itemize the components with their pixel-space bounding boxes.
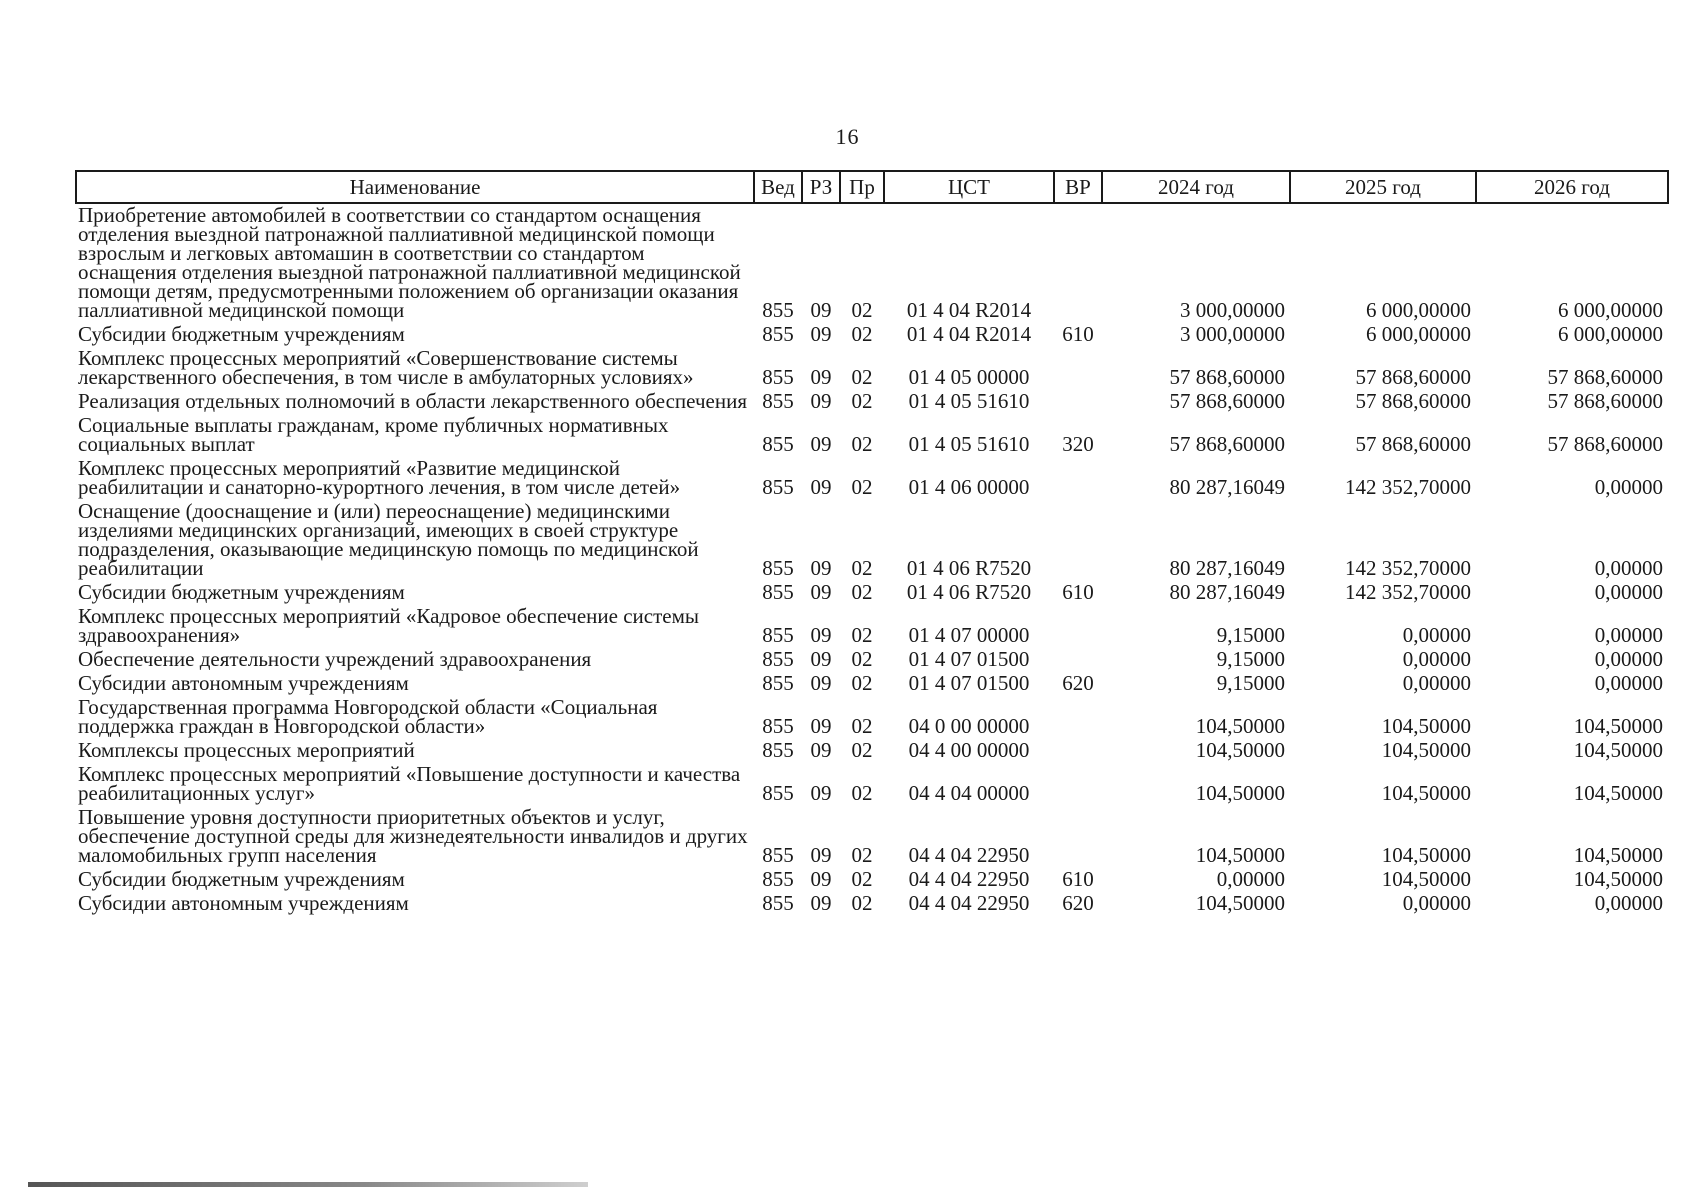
row-cst: 04 4 04 22950: [908, 867, 1030, 891]
header-row: [76, 171, 1668, 203]
row-ved: 855: [762, 891, 794, 915]
row-cst: 01 4 07 01500: [908, 647, 1030, 671]
table-row: [76, 696, 1668, 739]
row-name: Социальные выплаты гражданам, кроме публичных нормативных социальных выплат: [78, 413, 669, 456]
row-amount-2025: 142 352,70000: [1345, 580, 1471, 604]
row-amount-2025: 57 868,60000: [1355, 432, 1471, 456]
row-vr: 620: [1062, 671, 1094, 695]
row-name: Субсидии автономным учреждениям: [78, 671, 409, 695]
row-vr: [1054, 347, 1102, 390]
row-amount-2024: 104,50000: [1195, 781, 1285, 805]
row-pr: 02: [851, 714, 873, 738]
column-header-cst: ЦСТ: [884, 171, 1054, 203]
row-vr: [1054, 500, 1102, 581]
row-amount-2026: 0,00000: [1594, 647, 1663, 671]
row-name: Субсидии бюджетным учреждениям: [78, 322, 405, 346]
row-cst: 01 4 05 00000: [908, 365, 1030, 389]
row-ved: 855: [762, 671, 794, 695]
row-amount-2024: 3 000,00000: [1180, 322, 1285, 346]
row-name: Субсидии бюджетным учреждениям: [78, 580, 405, 604]
row-name: Комплекс процессных мероприятий «Кадровое обеспечение системы здравоохранения»: [78, 604, 699, 647]
row-pr: 02: [851, 623, 873, 647]
table-row: [76, 763, 1668, 806]
row-amount-2025: 142 352,70000: [1345, 475, 1471, 499]
table-row: [76, 672, 1668, 696]
row-cst: 01 4 06 R7520: [906, 556, 1032, 580]
row-amount-2024: 9,15000: [1216, 647, 1285, 671]
row-cst: 04 4 04 00000: [908, 781, 1030, 805]
row-amount-2026: 0,00000: [1594, 671, 1663, 695]
table-row: [76, 457, 1668, 500]
row-name: Комплекс процессных мероприятий «Совершенствование системы лекарственного обеспечения, в том числе в амбулаторных условиях»: [78, 346, 694, 389]
row-rz: 09: [810, 891, 832, 915]
row-pr: 02: [851, 389, 873, 413]
row-amount-2026: 6 000,00000: [1558, 298, 1663, 322]
row-rz: 09: [810, 843, 832, 867]
page-number: 16: [835, 124, 860, 149]
row-pr: 02: [851, 891, 873, 915]
row-ved: 855: [762, 867, 794, 891]
table-row: [76, 892, 1668, 916]
row-pr: 02: [851, 867, 873, 891]
row-amount-2026: 104,50000: [1573, 738, 1663, 762]
row-pr: 02: [851, 580, 873, 604]
table-row: [76, 806, 1668, 868]
row-pr: 02: [851, 432, 873, 456]
row-pr: 02: [851, 365, 873, 389]
row-ved: 855: [762, 556, 794, 580]
row-amount-2024: 80 287,16049: [1169, 475, 1285, 499]
row-cst: 04 0 00 00000: [908, 714, 1030, 738]
row-amount-2024: 104,50000: [1195, 738, 1285, 762]
column-header-rz: РЗ: [802, 171, 840, 203]
row-ved: 855: [762, 580, 794, 604]
column-header-pr: Пр: [840, 171, 884, 203]
budget-table: [75, 170, 1669, 916]
row-amount-2025: 0,00000: [1402, 671, 1471, 695]
row-rz: 09: [810, 365, 832, 389]
row-amount-2025: 0,00000: [1402, 623, 1471, 647]
row-amount-2025: 57 868,60000: [1355, 389, 1471, 413]
row-cst: 01 4 05 51610: [908, 389, 1030, 413]
row-name: Приобретение автомобилей в соответствии со стандартом оснащения отделения выездной патронажной паллиативной медицинской помощи взрослым и легковых автомашин в соответствии со стандартом оснащения отделения выездной патронажной паллиативной медицинской помощи детям, предусмотренными положением об организации оказания паллиативной медицинской помощи: [78, 203, 741, 322]
row-amount-2025: 142 352,70000: [1345, 556, 1471, 580]
table-body: [76, 203, 1668, 916]
row-amount-2024: 104,50000: [1195, 714, 1285, 738]
column-header-ved: Вед: [754, 171, 802, 203]
row-rz: 09: [810, 298, 832, 322]
row-cst: 04 4 04 22950: [908, 843, 1030, 867]
row-amount-2025: 0,00000: [1402, 891, 1471, 915]
row-vr: [1054, 806, 1102, 868]
row-rz: 09: [810, 867, 832, 891]
table-row: [76, 605, 1668, 648]
row-pr: 02: [851, 781, 873, 805]
row-vr: 610: [1062, 867, 1094, 891]
row-rz: 09: [810, 389, 832, 413]
row-amount-2026: 57 868,60000: [1547, 432, 1663, 456]
row-rz: 09: [810, 781, 832, 805]
row-amount-2024: 57 868,60000: [1169, 432, 1285, 456]
row-pr: 02: [851, 322, 873, 346]
row-name: Повышение уровня доступности приоритетных объектов и услуг, обеспечение доступной среды для жизнедеятельности инвалидов и других маломобильных групп населения: [78, 805, 748, 867]
row-vr: [1054, 605, 1102, 648]
row-cst: 01 4 04 R2014: [906, 298, 1032, 322]
column-header-2025: 2025 год: [1290, 171, 1476, 203]
table-row: [76, 581, 1668, 605]
column-header-2024: 2024 год: [1102, 171, 1290, 203]
row-ved: 855: [762, 843, 794, 867]
row-cst: 01 4 06 00000: [908, 475, 1030, 499]
row-amount-2026: 104,50000: [1573, 843, 1663, 867]
row-amount-2024: 0,00000: [1216, 867, 1285, 891]
row-vr: [1054, 696, 1102, 739]
row-amount-2024: 9,15000: [1216, 623, 1285, 647]
row-ved: 855: [762, 432, 794, 456]
row-amount-2025: 104,50000: [1381, 781, 1471, 805]
row-ved: 855: [762, 365, 794, 389]
row-amount-2025: 57 868,60000: [1355, 365, 1471, 389]
row-cst: 01 4 07 01500: [908, 671, 1030, 695]
table-row: [76, 414, 1668, 457]
column-header-2026: 2026 год: [1476, 171, 1668, 203]
row-ved: 855: [762, 647, 794, 671]
row-amount-2024: 3 000,00000: [1180, 298, 1285, 322]
row-amount-2024: 80 287,16049: [1169, 556, 1285, 580]
row-cst: 01 4 05 51610: [908, 432, 1030, 456]
row-cst: 01 4 06 R7520: [906, 580, 1032, 604]
row-amount-2025: 6 000,00000: [1366, 322, 1471, 346]
row-amount-2024: 104,50000: [1195, 843, 1285, 867]
row-amount-2026: 0,00000: [1594, 580, 1663, 604]
row-vr: [1054, 739, 1102, 763]
row-name: Комплекс процессных мероприятий «Развитие медицинской реабилитации и санаторно-курортного лечения, в том числе детей»: [78, 456, 681, 499]
row-amount-2025: 0,00000: [1402, 647, 1471, 671]
row-amount-2025: 6 000,00000: [1366, 298, 1471, 322]
row-amount-2024: 9,15000: [1216, 671, 1285, 695]
row-vr: [1054, 203, 1102, 323]
row-pr: 02: [851, 738, 873, 762]
row-pr: 02: [851, 647, 873, 671]
table-row: [76, 323, 1668, 347]
row-vr: 610: [1062, 322, 1094, 346]
row-rz: 09: [810, 647, 832, 671]
scan-edge-line: [28, 1182, 588, 1187]
row-name: Реализация отдельных полномочий в области лекарственного обеспечения: [78, 389, 747, 413]
row-amount-2026: 0,00000: [1594, 475, 1663, 499]
row-amount-2025: 104,50000: [1381, 738, 1471, 762]
row-rz: 09: [810, 580, 832, 604]
row-cst: 01 4 07 00000: [908, 623, 1030, 647]
row-amount-2025: 104,50000: [1381, 867, 1471, 891]
row-ved: 855: [762, 389, 794, 413]
row-vr: 620: [1062, 891, 1094, 915]
row-pr: 02: [851, 556, 873, 580]
table-row: [76, 739, 1668, 763]
row-ved: 855: [762, 738, 794, 762]
row-name: Обеспечение деятельности учреждений здравоохранения: [78, 647, 592, 671]
row-name: Комплекс процессных мероприятий «Повышение доступности и качества реабилитационных услуг»: [78, 762, 741, 805]
row-name: Субсидии автономным учреждениям: [78, 891, 409, 915]
table-header: [76, 171, 1668, 203]
row-name: Государственная программа Новгородской области «Социальная поддержка граждан в Новгородской области»: [78, 695, 658, 738]
row-pr: 02: [851, 475, 873, 499]
row-rz: 09: [810, 671, 832, 695]
row-vr: 320: [1062, 432, 1094, 456]
row-amount-2026: 104,50000: [1573, 867, 1663, 891]
row-vr: [1054, 457, 1102, 500]
row-rz: 09: [810, 738, 832, 762]
row-ved: 855: [762, 623, 794, 647]
row-amount-2026: 6 000,00000: [1558, 322, 1663, 346]
row-ved: 855: [762, 298, 794, 322]
row-rz: 09: [810, 475, 832, 499]
row-cst: 04 4 04 22950: [908, 891, 1030, 915]
row-name: Оснащение (дооснащение и (или) переоснащение) медицинскими изделиями медицинских организаций, имеющих в своей структуре подразделения, оказывающие медицинскую помощь по медицинской реабилитации: [78, 499, 699, 580]
table-row: [76, 347, 1668, 390]
table-row: [76, 390, 1668, 414]
table-row: [76, 868, 1668, 892]
row-amount-2024: 80 287,16049: [1169, 580, 1285, 604]
row-ved: 855: [762, 322, 794, 346]
row-amount-2026: 104,50000: [1573, 781, 1663, 805]
row-vr: 610: [1062, 580, 1094, 604]
row-pr: 02: [851, 298, 873, 322]
row-pr: 02: [851, 843, 873, 867]
row-name: Субсидии бюджетным учреждениям: [78, 867, 405, 891]
table-row: [76, 203, 1668, 323]
row-amount-2026: 0,00000: [1594, 623, 1663, 647]
row-vr: [1054, 763, 1102, 806]
row-vr: [1054, 648, 1102, 672]
row-amount-2026: 104,50000: [1573, 714, 1663, 738]
row-name: Комплексы процессных мероприятий: [78, 738, 415, 762]
row-amount-2025: 104,50000: [1381, 714, 1471, 738]
row-cst: 01 4 04 R2014: [906, 322, 1032, 346]
row-amount-2026: 0,00000: [1594, 556, 1663, 580]
row-ved: 855: [762, 714, 794, 738]
row-amount-2024: 57 868,60000: [1169, 389, 1285, 413]
row-amount-2026: 57 868,60000: [1547, 389, 1663, 413]
row-amount-2026: 0,00000: [1594, 891, 1663, 915]
row-rz: 09: [810, 322, 832, 346]
row-amount-2024: 57 868,60000: [1169, 365, 1285, 389]
table-row: [76, 648, 1668, 672]
row-vr: [1054, 390, 1102, 414]
column-header-name: Наименование: [76, 171, 754, 203]
column-header-vr: ВР: [1054, 171, 1102, 203]
row-ved: 855: [762, 781, 794, 805]
row-rz: 09: [810, 556, 832, 580]
row-amount-2024: 104,50000: [1195, 891, 1285, 915]
row-ved: 855: [762, 475, 794, 499]
row-rz: 09: [810, 714, 832, 738]
row-amount-2025: 104,50000: [1381, 843, 1471, 867]
row-cst: 04 4 00 00000: [908, 738, 1030, 762]
row-amount-2026: 57 868,60000: [1547, 365, 1663, 389]
row-pr: 02: [851, 671, 873, 695]
row-rz: 09: [810, 432, 832, 456]
row-rz: 09: [810, 623, 832, 647]
table-row: [76, 500, 1668, 581]
budget-table-container: [75, 170, 1667, 916]
